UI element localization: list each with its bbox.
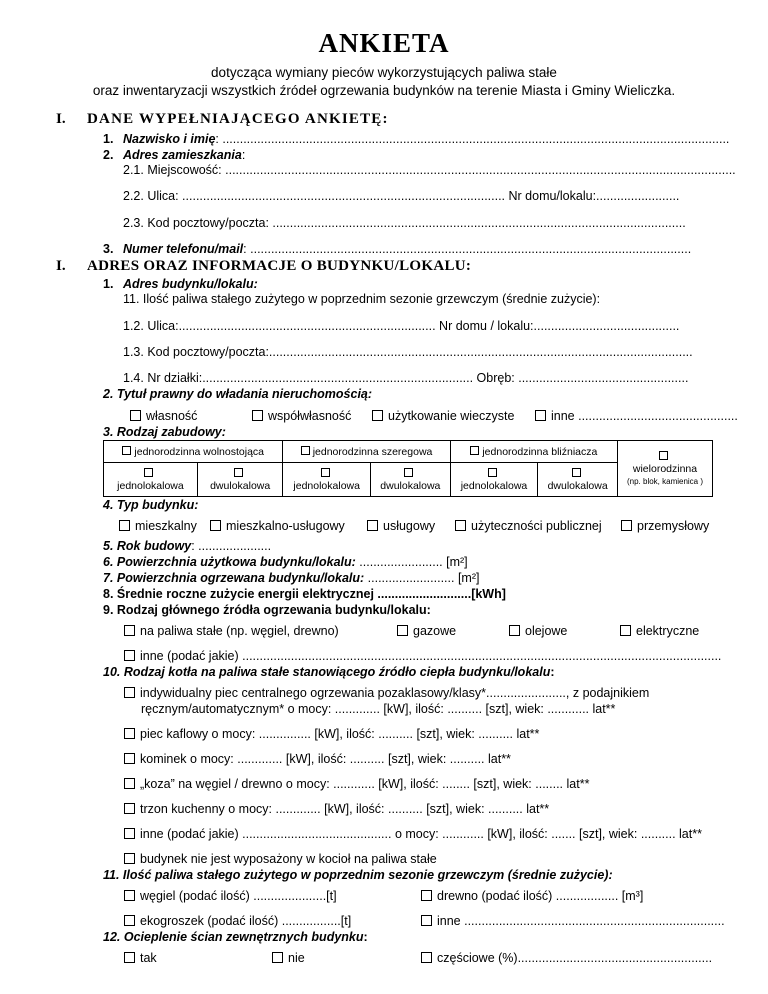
checkbox-icon[interactable] [124,828,135,839]
s2-q11-field[interactable]: 11. Ilość paliwa stałego zużytego w poprzednim sezonie grzewczym (średnie zużycie): [123,292,601,306]
zab-bliz-jednolokalowa[interactable] [450,463,538,497]
checkbox-icon[interactable] [122,446,131,455]
zab-label: wielorodzinna [632,462,698,475]
q2-opt-uzytkowanie[interactable] [372,409,514,423]
checkbox-icon[interactable] [301,446,310,455]
zab-szereg-dwulokalowa[interactable] [370,463,450,497]
q11-drewno[interactable] [421,889,643,903]
q2-opt-wspolwlasnosc[interactable] [252,409,351,423]
s1-q1-field[interactable] [123,132,729,146]
section2-title: ADRES ORAZ INFORMACJE O BUDYNKU/LOKALU: [87,258,472,274]
q4-opt-label: przemysłowy [637,519,710,533]
s2-q13-field[interactable]: 1.3. Kod pocztowy/poczta:.......................................................................................................................... [123,345,693,359]
checkbox-icon[interactable] [509,625,520,636]
checkbox-icon[interactable] [124,915,135,926]
s1-q3-label: Numer telefonu/mail [123,242,244,256]
s1-q22-field[interactable]: 2.2. Ulica: ............................................................................................. Nr domu/lokalu:........................ [123,189,680,203]
checkbox-icon[interactable] [659,451,668,460]
page-subtitle-1: dotycząca wymiany pieców wykorzystujących paliwa stałe [211,65,557,80]
q9-opt-olejowe[interactable] [509,624,567,638]
zab-wolno-dwulokalowa[interactable] [197,463,283,497]
q10-opt-label: budynek nie jest wyposażony w kocioł na paliwa stałe [140,852,437,866]
q11-label: drewno (podać ilość) .................. [m³] [437,889,644,903]
q10-opt-label: indywidualny piec centralnego ogrzewania pozaklasowy/klasy*......................., z podajnikiem [140,686,650,700]
q9-opt-label: elektryczne [636,624,700,638]
checkbox-icon[interactable] [488,468,497,477]
checkbox-icon[interactable] [124,625,135,636]
checkbox-icon[interactable] [455,520,466,531]
s2-q5-dots: : ..................... [191,539,272,553]
q10-opt-kominek[interactable] [124,752,511,766]
zab-label: jednorodzinna bliźniacza [482,445,598,458]
s2-q10-label: 10. Rodzaj kotła na paliwa stałe stanowiącego źródło ciepła budynku/lokalu [103,665,551,679]
checkbox-icon[interactable] [124,890,135,901]
q2-opt-inne[interactable] [535,409,738,423]
s1-q1-dots: : .................................................................................................................................................. [215,132,730,146]
q2-opt-label: użytkowanie wieczyste [388,409,515,423]
s1-q2-num: 2. [103,148,114,162]
zab-wolno-jednolokalowa[interactable] [104,463,198,497]
q12-opt-label: tak [140,951,157,965]
zab-label: jednorodzinna wolnostojąca [134,445,264,458]
s2-q14-field[interactable]: 1.4. Nr działki:.............................................................................. Obręb: ................................................. [123,371,689,385]
q2-opt-wlasnosc[interactable] [130,409,197,423]
checkbox-icon[interactable] [397,625,408,636]
q11-label: ekogroszek (podać ilość) .................[t] [140,914,352,928]
zab-label: dwulokalowa [547,479,608,492]
checkbox-icon[interactable] [130,410,141,421]
page-subtitle-2: oraz inwentaryzacji wszystkich źródeł ogrzewania budynków na terenie Miasta i Gminy Wieliczka. [92,83,676,98]
q9-opt-inne[interactable] [124,649,721,663]
checkbox-icon[interactable] [234,468,243,477]
s2-q10-heading [103,665,555,679]
s1-q2-label: Adres zamieszkania [123,148,242,162]
q4-opt-uslugowy[interactable] [367,519,435,533]
s1-q1-label: Nazwisko i imię [123,132,216,146]
q12-opt-nie[interactable] [272,951,305,965]
q4-opt-label: użyteczności publicznej [471,519,602,533]
q10-opt-label: piec kaflowy o mocy: ............... [kW], ilość: .......... [szt], wiek: .......... lat** [140,727,540,741]
checkbox-icon[interactable] [144,468,153,477]
checkbox-icon[interactable] [572,468,581,477]
s2-q12-colon: : [363,930,368,944]
checkbox-icon[interactable] [252,410,263,421]
checkbox-icon[interactable] [124,753,135,764]
zab-label: dwulokalowa [380,479,441,492]
q11-ekogroszek[interactable] [124,914,351,928]
q10-opt-piec-kaflowy[interactable] [124,727,539,741]
q4-opt-label: mieszkalny [135,519,197,533]
section2-roman: I. [56,258,66,274]
s1-q3-dots: : ............................................................................................................................... [243,242,692,256]
checkbox-icon[interactable] [124,778,135,789]
q10-opt-inne[interactable] [124,827,702,841]
zab-label: jednolokalowa [117,479,184,492]
section1-roman: I. [56,111,66,127]
checkbox-icon[interactable] [124,728,135,739]
checkbox-icon[interactable] [470,446,479,455]
checkbox-icon[interactable] [272,952,283,963]
q9-other-label: inne (podać jakie) .......................................................................................................................................... [140,649,722,663]
s1-q2-heading [123,148,245,162]
s2-q4-label: 4. Typ budynku: [103,498,199,512]
q10-opt-brak-kotla[interactable] [124,852,437,866]
checkbox-icon[interactable] [421,915,432,926]
page-title: ANKIETA [318,28,450,58]
q2-opt-label: inne .............................................. [551,409,738,423]
s1-q23-field[interactable]: 2.3. Kod pocztowy/poczta: ....................................................................................................................... [123,216,686,230]
checkbox-icon[interactable] [124,803,135,814]
q9-opt-elektryczne[interactable] [620,624,699,638]
s1-q3-field[interactable] [123,242,691,256]
s2-q12-heading [103,930,368,944]
checkbox-icon[interactable] [404,468,413,477]
s2-q8-field[interactable]: 8. Średnie roczne zużycie energii elektrycznej ...........................[kWh] [103,587,506,601]
checkbox-icon[interactable] [124,853,135,864]
q4-opt-label: usługowy [383,519,436,533]
q10-opt-koza[interactable] [124,777,589,791]
q12-opt-czesciowe[interactable] [421,951,712,965]
checkbox-icon[interactable] [124,952,135,963]
checkbox-icon[interactable] [621,520,632,531]
q4-opt-przemyslowy[interactable] [621,519,709,533]
q9-opt-label: olejowe [525,624,568,638]
zab-szeregowa[interactable] [283,441,450,463]
q12-opt-label: częściowe (%)........................................................ [437,951,713,965]
zab-label: dwulokalowa [210,479,271,492]
q11-inne[interactable] [421,914,725,928]
s2-q12-label: 12. Ocieplenie ścian zewnętrznych budynku [103,930,364,944]
q9-opt-gazowe[interactable] [397,624,456,638]
checkbox-icon[interactable] [620,625,631,636]
q10-opt-label: inne (podać jakie) ........................................... o mocy: ............ [kW], ilość: ....... [szt], wiek: .......... lat** [140,827,702,841]
zab-label: jednolokalowa [293,479,360,492]
zab-bliz-dwulokalowa[interactable] [538,463,618,497]
q11-wegiel[interactable] [124,889,337,903]
q10-opt-indywidualny-line2[interactable]: ręcznym/automatycznym* o mocy: ............. [kW], ilość: .......... [szt], wiek: ............ lat** [141,702,616,716]
zab-wolnostojaca[interactable] [104,441,283,463]
s1-q2-colon: : [241,148,246,162]
q9-opt-paliwa-stale[interactable] [124,624,339,638]
zab-blizniacza[interactable] [450,441,617,463]
checkbox-icon[interactable] [367,520,378,531]
zab-note: (np. blok, kamienica ) [626,476,704,486]
s2-q5-label: 5. Rok budowy [103,539,192,553]
s2-q6-dots: ........................ [m²] [355,555,468,569]
q10-opt-trzon-kuchenny[interactable] [124,802,549,816]
checkbox-icon[interactable] [210,520,221,531]
zab-szereg-jednolokalowa[interactable] [283,463,371,497]
checkbox-icon[interactable] [119,520,130,531]
q11-label: węgiel (podać ilość) .....................[t] [140,889,337,903]
zab-label: jednolokalowa [460,479,528,492]
checkbox-icon[interactable] [124,650,135,661]
s2-q7-dots: ......................... [m²] [364,571,480,585]
s1-q21-field[interactable]: 2.1. Miejscowość: ................................................................................................................................................... [123,163,736,177]
section1-title: DANE WYPEŁNIAJĄCEGO ANKIETĘ: [87,111,389,127]
s1-q3-num: 3. [103,242,114,256]
checkbox-icon[interactable] [372,410,383,421]
q2-opt-label: własność [146,409,198,423]
s2-q1-label: Adres budynku/lokalu: [123,277,258,291]
s2-q3-label: 3. Rodzaj zabudowy: [103,425,226,439]
q9-opt-label: gazowe [413,624,457,638]
checkbox-icon[interactable] [321,468,330,477]
s2-q9-label: 9. Rodzaj głównego źródła ogrzewania budynku/lokalu: [103,603,431,617]
q10-opt-label: „koza” na węgiel / drewno o mocy: ............ [kW], ilość: ........ [szt], wiek: ........ lat** [140,777,590,791]
s1-q1-num: 1. [103,132,114,146]
q12-opt-label: nie [288,951,305,965]
q10-opt-label: kominek o mocy: ............. [kW], ilość: .......... [szt], wiek: .......... lat** [140,752,511,766]
zab-label: jednorodzinna szeregowa [312,445,433,458]
q12-opt-tak[interactable] [124,951,157,965]
q4-opt-mieszkalno-uslugowy[interactable] [210,519,345,533]
q10-opt-indywidualny[interactable] [124,686,649,700]
q4-opt-mieszkalny[interactable] [119,519,197,533]
s2-q7-label: 7. Powierzchnia ogrzewana budynku/lokalu: [103,571,365,585]
q10-opt-label: trzon kuchenny o mocy: ............. [kW], ilość: .......... [szt], wiek: .......... lat** [140,802,550,816]
checkbox-icon[interactable] [421,952,432,963]
zabudowa-table [103,440,713,497]
q4-opt-label: mieszkalno-usługowy [226,519,345,533]
s2-q5-field[interactable] [103,539,271,553]
s2-q6-field[interactable] [103,555,468,569]
q2-opt-label: współwłasność [268,409,352,423]
checkbox-icon[interactable] [535,410,546,421]
q4-opt-uzytecznosci[interactable] [455,519,602,533]
q11-label: inne ........................................................................... [437,914,725,928]
s2-q10-colon: : [550,665,555,679]
s2-q11-label: 11. Ilość paliwa stałego zużytego w poprzednim sezonie grzewczym (średnie zużycie): [103,868,613,882]
zab-wielorodzinna[interactable] [618,441,713,497]
s2-q2-label: 2. Tytuł prawny do władania nieruchomością: [103,387,373,401]
s2-q12-field[interactable]: 1.2. Ulica:.......................................................................... Nr domu / lokalu:.......................................... [123,319,680,333]
s2-q6-label: 6. Powierzchnia użytkowa budynku/lokalu: [103,555,356,569]
s2-q1-num: 1. [103,277,114,291]
checkbox-icon[interactable] [421,890,432,901]
s2-q7-field[interactable] [103,571,479,585]
checkbox-icon[interactable] [124,687,135,698]
q9-opt-label: na paliwa stałe (np. węgiel, drewno) [140,624,339,638]
